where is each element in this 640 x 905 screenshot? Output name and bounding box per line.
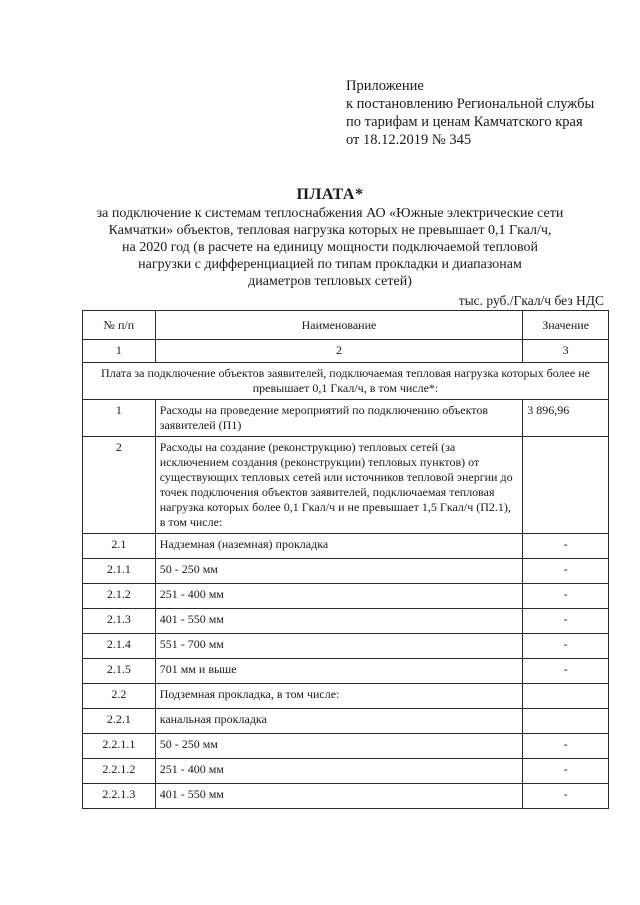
header-name: Наименование	[155, 311, 523, 340]
row-name: 50 - 250 мм	[155, 734, 523, 759]
title-block	[60, 186, 600, 290]
subtitle-line: нагрузки с дифференциацией по типам прокладки и диапазонам	[138, 257, 522, 272]
row-value: -	[523, 534, 609, 559]
table-row	[83, 784, 609, 809]
row-value: -	[523, 784, 609, 809]
row-number: 2.1.4	[83, 634, 156, 659]
table-row	[83, 584, 609, 609]
row-number: 2.2.1.1	[83, 734, 156, 759]
row-value	[523, 709, 609, 734]
table-row	[83, 759, 609, 784]
row-value	[523, 437, 609, 534]
appendix-block	[346, 77, 594, 149]
row-name: Расходы на создание (реконструкцию) тепловых сетей (за исключением создания (реконструкции) тепловых пунктов) от существующих тепловых сетей или источников тепловой энергии до точек подключения объектов заявителей, подключаемая тепловая нагрузка которых более 0,1 Гкал/ч и не превышает 1,5 Гкал/ч (П2.1), в том числе:	[155, 437, 523, 534]
appendix-line: Приложение	[346, 78, 424, 94]
row-name: 701 мм и выше	[155, 659, 523, 684]
table-row	[83, 609, 609, 634]
row-name: Надземная (наземная) прокладка	[155, 534, 523, 559]
tariff-table	[82, 310, 609, 809]
row-value: -	[523, 609, 609, 634]
row-number: 2.1.5	[83, 659, 156, 684]
row-number: 2.2.1.2	[83, 759, 156, 784]
row-number: 2.1.3	[83, 609, 156, 634]
units-label: тыс. руб./Гкал/ч без НДС	[458, 293, 604, 308]
row-number: 2.1.1	[83, 559, 156, 584]
column-number: 3	[523, 340, 609, 363]
header-number: № п/п	[83, 311, 156, 340]
subtitle-line: на 2020 год (в расчете на единицу мощности подключаемой тепловой	[121, 240, 539, 255]
row-name: 401 - 550 мм	[155, 784, 523, 809]
table-row	[83, 659, 609, 684]
row-number: 2.1.2	[83, 584, 156, 609]
table-row	[83, 437, 609, 534]
column-number: 2	[155, 340, 523, 363]
row-name: канальная прокладка	[155, 709, 523, 734]
row-value: -	[523, 759, 609, 784]
appendix-line: по тарифам и ценам Камчатского края	[346, 114, 583, 130]
appendix-line: от 18.12.2019 № 345	[346, 132, 472, 148]
table-row	[83, 534, 609, 559]
table-row	[83, 400, 609, 437]
row-value: -	[523, 634, 609, 659]
row-number: 2	[83, 437, 156, 534]
row-value: -	[523, 734, 609, 759]
row-number: 2.2.1.3	[83, 784, 156, 809]
row-name: 251 - 400 мм	[155, 759, 523, 784]
table-row	[83, 559, 609, 584]
row-value: -	[523, 584, 609, 609]
row-number: 2.2.1	[83, 709, 156, 734]
table-row	[83, 684, 609, 709]
table-row	[83, 734, 609, 759]
row-name: 50 - 250 мм	[155, 559, 523, 584]
row-name: Подземная прокладка, в том числе:	[155, 684, 523, 709]
row-name: 551 - 700 мм	[155, 634, 523, 659]
table-header-row	[83, 311, 609, 340]
row-value: -	[523, 559, 609, 584]
table-row	[83, 634, 609, 659]
row-name: Расходы на проведение мероприятий по подключению объектов заявителей (П1)	[155, 400, 523, 437]
table-row	[83, 709, 609, 734]
row-number: 2.1	[83, 534, 156, 559]
header-value: Значение	[523, 311, 609, 340]
appendix-line: к постановлению Региональной службы	[346, 96, 595, 112]
row-value: 3 896,96	[523, 400, 609, 437]
subtitle-line: Камчатки» объектов, тепловая нагрузка которых не превышает 0,1 Гкал/ч,	[108, 223, 552, 238]
subtitle-line: диаметров тепловых сетей)	[248, 274, 412, 289]
section-title: Плата за подключение объектов заявителей, подключаемая тепловая нагрузка которых более не превышает 0,1 Гкал/ч, в том числе*:	[83, 363, 609, 400]
subtitle-line: за подключение к системам теплоснабжения АО «Южные электрические сети	[96, 206, 564, 221]
column-number: 1	[83, 340, 156, 363]
row-name: 401 - 550 мм	[155, 609, 523, 634]
row-value: -	[523, 659, 609, 684]
row-number: 2.2	[83, 684, 156, 709]
row-number: 1	[83, 400, 156, 437]
row-name: 251 - 400 мм	[155, 584, 523, 609]
section-row	[83, 363, 609, 400]
column-number-row	[83, 340, 609, 363]
row-value	[523, 684, 609, 709]
document-title: ПЛАТА*	[296, 186, 364, 203]
